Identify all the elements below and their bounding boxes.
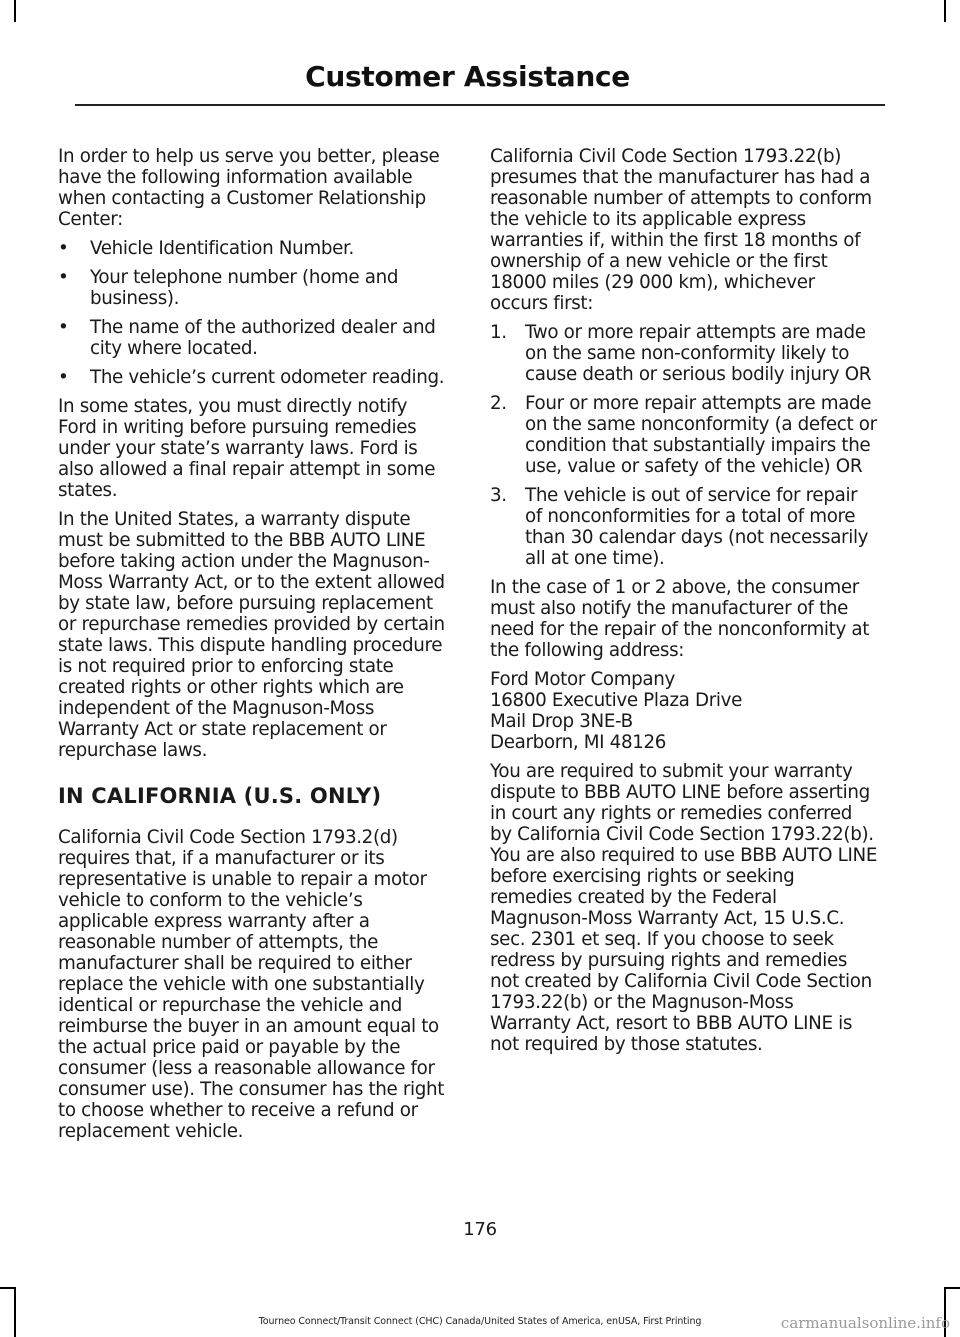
header-rule: [75, 104, 885, 106]
item-number: 1.: [490, 322, 507, 343]
section-heading: IN CALIFORNIA (U.S. ONLY): [58, 784, 382, 808]
left-column: [58, 146, 446, 1150]
presumption-paragraph: California Civil Code Section 1793.22(b) presumes that the manufacturer has had a reasonable number of attempts to conform the vehicle to its applicable express warranties if, within the first 18 months of ownership of a new vehicle or the first 18000 miles (29 000 km), whichever occurs first:: [490, 146, 872, 314]
mailing-address: [490, 669, 878, 753]
crop-mark-bottom-left-h: [0, 1287, 15, 1289]
bullet-item: • Vehicle Identification Number.: [58, 238, 354, 259]
crop-mark-bottom-right-h: [945, 1287, 960, 1289]
footer-text: Tourneo Connect/Transit Connect (CHC) Canada/United States of America, enUSA, First Printing: [258, 1316, 702, 1327]
crop-mark-top-left-v: [14, 0, 16, 22]
bullet-icon: •: [58, 367, 69, 388]
numbered-item: 1. Two or more repair attempts are made on the same non-conformity likely to cause death or serious bodily injury OR: [490, 322, 872, 385]
address-line: Dearborn, MI 48126: [490, 732, 667, 753]
page-title: Customer Assistance: [305, 60, 630, 93]
address-line: Mail Drop 3NE-B: [490, 711, 633, 732]
bullet-item: • Your telephone number (home and business).: [58, 267, 399, 309]
bullet-item: • The vehicle’s current odometer reading.: [58, 367, 445, 388]
bullet-item: • The name of the authorized dealer and city where located.: [58, 317, 436, 359]
bullet-icon: •: [58, 317, 69, 338]
watermark: carmanualsonline.info: [780, 1314, 950, 1332]
warranty-dispute-paragraph: In the United States, a warranty dispute must be submitted to the BBB AUTO LINE before taking action under the Magnuson-Moss Warranty Act, or to the extent allowed by state law, before pursuing replacement or repurchase remedies provided by certain state laws. This dispute handling procedure is not required prior to enforcing state created rights or other rights which are independent of the Magnuson-Moss Warranty Act or state replacement or repurchase laws.: [58, 509, 445, 761]
crop-mark-bottom-left-v: [14, 1287, 16, 1337]
item-number: 3.: [490, 485, 507, 506]
address-line: Ford Motor Company: [490, 669, 675, 690]
numbered-list: [490, 322, 878, 569]
numbered-item: 3. The vehicle is out of service for repair of nonconformities for a total of more than 30 calendar days (not necessarily all at one time).: [490, 485, 869, 569]
crop-mark-top-right-v: [944, 0, 946, 22]
intro-paragraph: In order to help us serve you better, please have the following information available when contacting a Customer Relationship Center:: [58, 146, 440, 230]
page-number: 176: [463, 1219, 497, 1240]
item-number: 2.: [490, 393, 507, 414]
state-notice-paragraph: In some states, you must directly notify Ford in writing before pursuing remedies under your state’s warranty laws. Ford is also allowed a final repair attempt in some states.: [58, 396, 436, 501]
california-code-paragraph: California Civil Code Section 1793.2(d) requires that, if a manufacturer or its representative is unable to repair a motor vehicle to conform to the vehicle’s applicable express warranty after a reasonable number of attempts, the manufacturer shall be required to either replace the vehicle with one substantially identical or repurchase the vehicle and reimburse the buyer in an amount equal to the actual price paid or payable by the consumer (less a reasonable allowance for consumer use). The consumer has the right to choose whether to receive a refund or replacement vehicle.: [58, 827, 445, 1142]
numbered-item: 2. Four or more repair attempts are made on the same nonconformity (a defect or condition that substantially impairs the use, value or safety of the vehicle) OR: [490, 393, 877, 477]
info-bullet-list: [58, 238, 446, 388]
right-column: [490, 146, 878, 1063]
bullet-icon: •: [58, 238, 69, 259]
address-line: 16800 Executive Plaza Drive: [490, 690, 742, 711]
bbb-requirement-paragraph: You are required to submit your warranty dispute to BBB AUTO LINE before asserting in court any rights or remedies conferred by California Civil Code Section 1793.22(b). You are also required to use BBB AUTO LINE before exercising rights or seeking remedies created by the Federal Magnuson-Moss Warranty Act, 15 U.S.C. sec. 2301 et seq. If you choose to seek redress by pursuing rights and remedies not created by California Civil Code Section 1793.22(b) or the Magnuson-Moss Warranty Act, resort to BBB AUTO LINE is not required by those statutes.: [490, 761, 878, 1055]
notify-paragraph: In the case of 1 or 2 above, the consumer must also notify the manufacturer of the need for the repair of the nonconformity at the following address:: [490, 577, 870, 661]
bullet-icon: •: [58, 267, 69, 288]
